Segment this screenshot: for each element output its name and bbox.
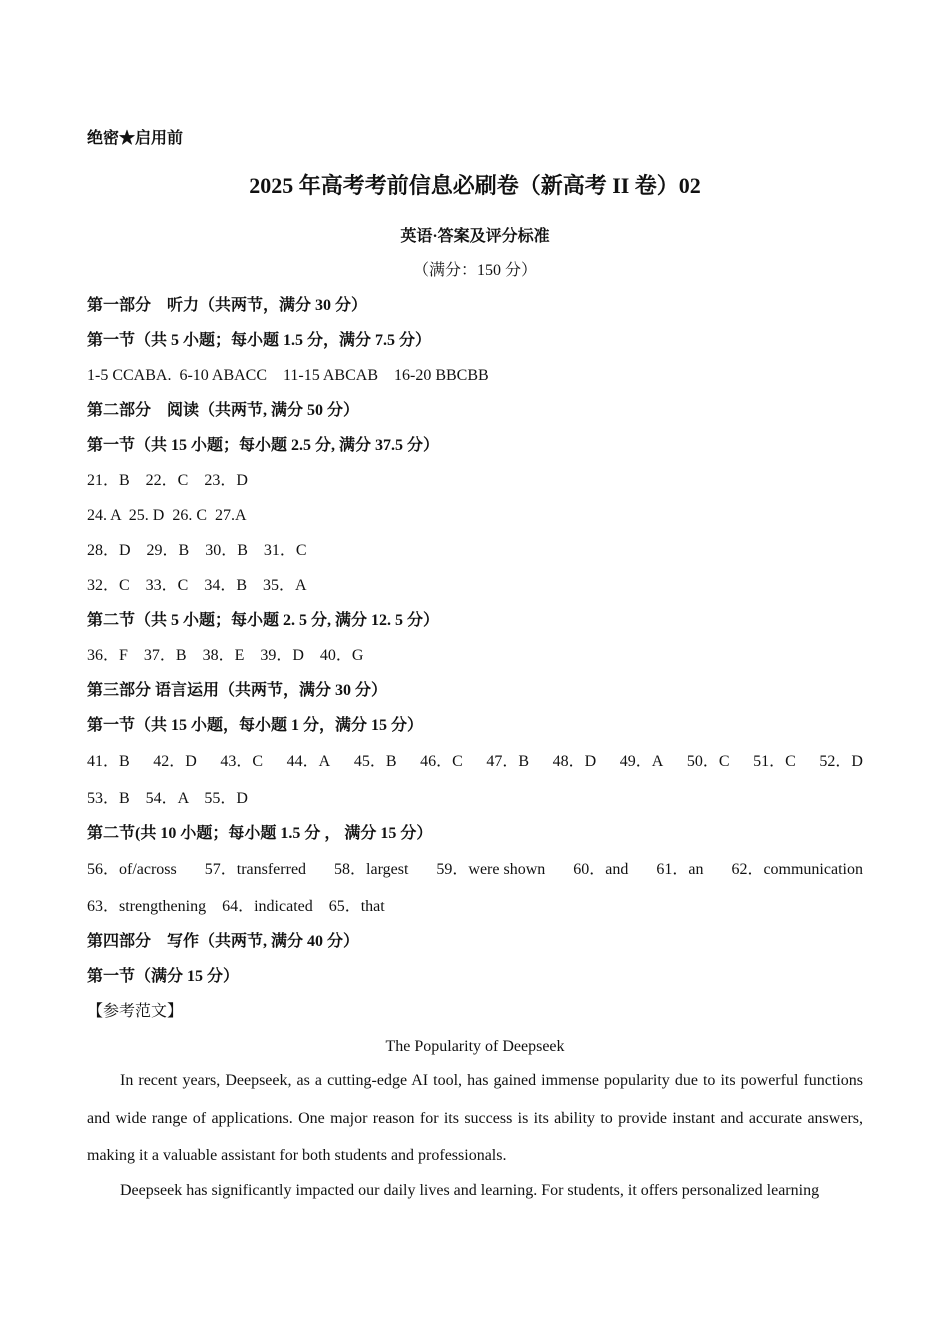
part3-answers-row1 — [87, 752, 863, 772]
answer-item: 57．transferred — [204, 861, 307, 878]
answer-item: 45．B — [353, 753, 397, 770]
answer-item: 49．A — [619, 753, 664, 770]
part2-heading: 第二部分 阅读（共两节, 满分 50 分） — [87, 402, 360, 419]
part3-fill-row2: 63．strengthening 64．indicated 65．that — [87, 898, 385, 915]
answer-item: 59．were shown — [436, 861, 546, 878]
confidential-label: 绝密★启用前 — [87, 130, 184, 147]
part2-answers-row: 24. A 25. D 26. C 27.A — [87, 507, 247, 524]
part4-heading: 第四部分 写作（共两节, 满分 40 分） — [87, 933, 360, 950]
full-mark-note: （满分：150 分） — [412, 262, 537, 279]
answer-item: 60．and — [573, 861, 629, 878]
answer-item: 47．B — [486, 753, 530, 770]
answer-item: 62．communication — [731, 861, 863, 878]
answer-item: 42．D — [153, 753, 197, 770]
answer-item: 52．D — [819, 753, 863, 770]
part2-section2-answers: 36．F 37．B 38．E 39．D 40．G — [87, 647, 364, 664]
part2-section2-heading: 第二节（共 5 小题；每小题 2. 5 分, 满分 12. 5 分） — [87, 612, 440, 629]
answer-item: 44．A — [286, 753, 331, 770]
essay-title: The Popularity of Deepseek — [385, 1038, 565, 1055]
page-title: 2025 年高考考前信息必刷卷（新高考 II 卷）02 — [249, 173, 701, 198]
answer-item: 50．C — [686, 753, 730, 770]
part3-section1-heading: 第一节（共 15 小题，每小题 1 分，满分 15 分） — [87, 717, 424, 734]
answer-item: 61．an — [656, 861, 704, 878]
part3-heading: 第三部分 语言运用（共两节，满分 30 分） — [87, 682, 388, 699]
answer-item: 58．largest — [334, 861, 409, 878]
sample-essay-label: 【参考范文】 — [87, 1003, 184, 1020]
part1-answers: 1-5 CCABA. 6-10 ABACC 11-15 ABCAB 16-20 BBCBB — [87, 367, 489, 384]
answer-item: 46．C — [420, 753, 463, 770]
part3-answers-row2: 53．B 54．A 55．D — [87, 790, 248, 807]
essay-paragraph: In recent years, Deepseek, as a cutting-edge AI tool, has gained immense popularity due to its powerful functions and wide range of applications. One major reason for its success is its ability to provide instant and accurate answers, making it a valuable assistant for both students and professionals. — [87, 1072, 863, 1164]
part2-section1-heading: 第一节（共 15 小题；每小题 2.5 分, 满分 37.5 分） — [87, 437, 440, 454]
answer-item: 41．B — [87, 753, 130, 770]
answer-item: 43．C — [220, 753, 264, 770]
part1-heading: 第一部分 听力（共两节，满分 30 分） — [87, 297, 368, 314]
part3-fill-row1 — [87, 860, 863, 880]
answer-item: 56．of/across — [87, 861, 177, 878]
part2-answers-row: 32．C 33．C 34．B 35．A — [87, 577, 307, 594]
answer-item: 51．C — [753, 753, 796, 770]
part2-answers-row: 21．B 22．C 23．D — [87, 472, 248, 489]
part4-section1-heading: 第一节（满分 15 分） — [87, 968, 240, 985]
essay-paragraph: Deepseek has significantly impacted our daily lives and learning. For students, it offers personalized learning — [120, 1182, 820, 1199]
part1-section1-heading: 第一节（共 5 小题；每小题 1.5 分，满分 7.5 分） — [87, 332, 432, 349]
page-subtitle: 英语·答案及评分标准 — [400, 228, 550, 245]
answer-item: 48．D — [552, 753, 597, 770]
part2-answers-row: 28．D 29．B 30．B 31．C — [87, 542, 307, 559]
part3-section2-heading: 第二节(共 10 小题；每小题 1.5 分 ， 满分 15 分） — [87, 825, 433, 842]
